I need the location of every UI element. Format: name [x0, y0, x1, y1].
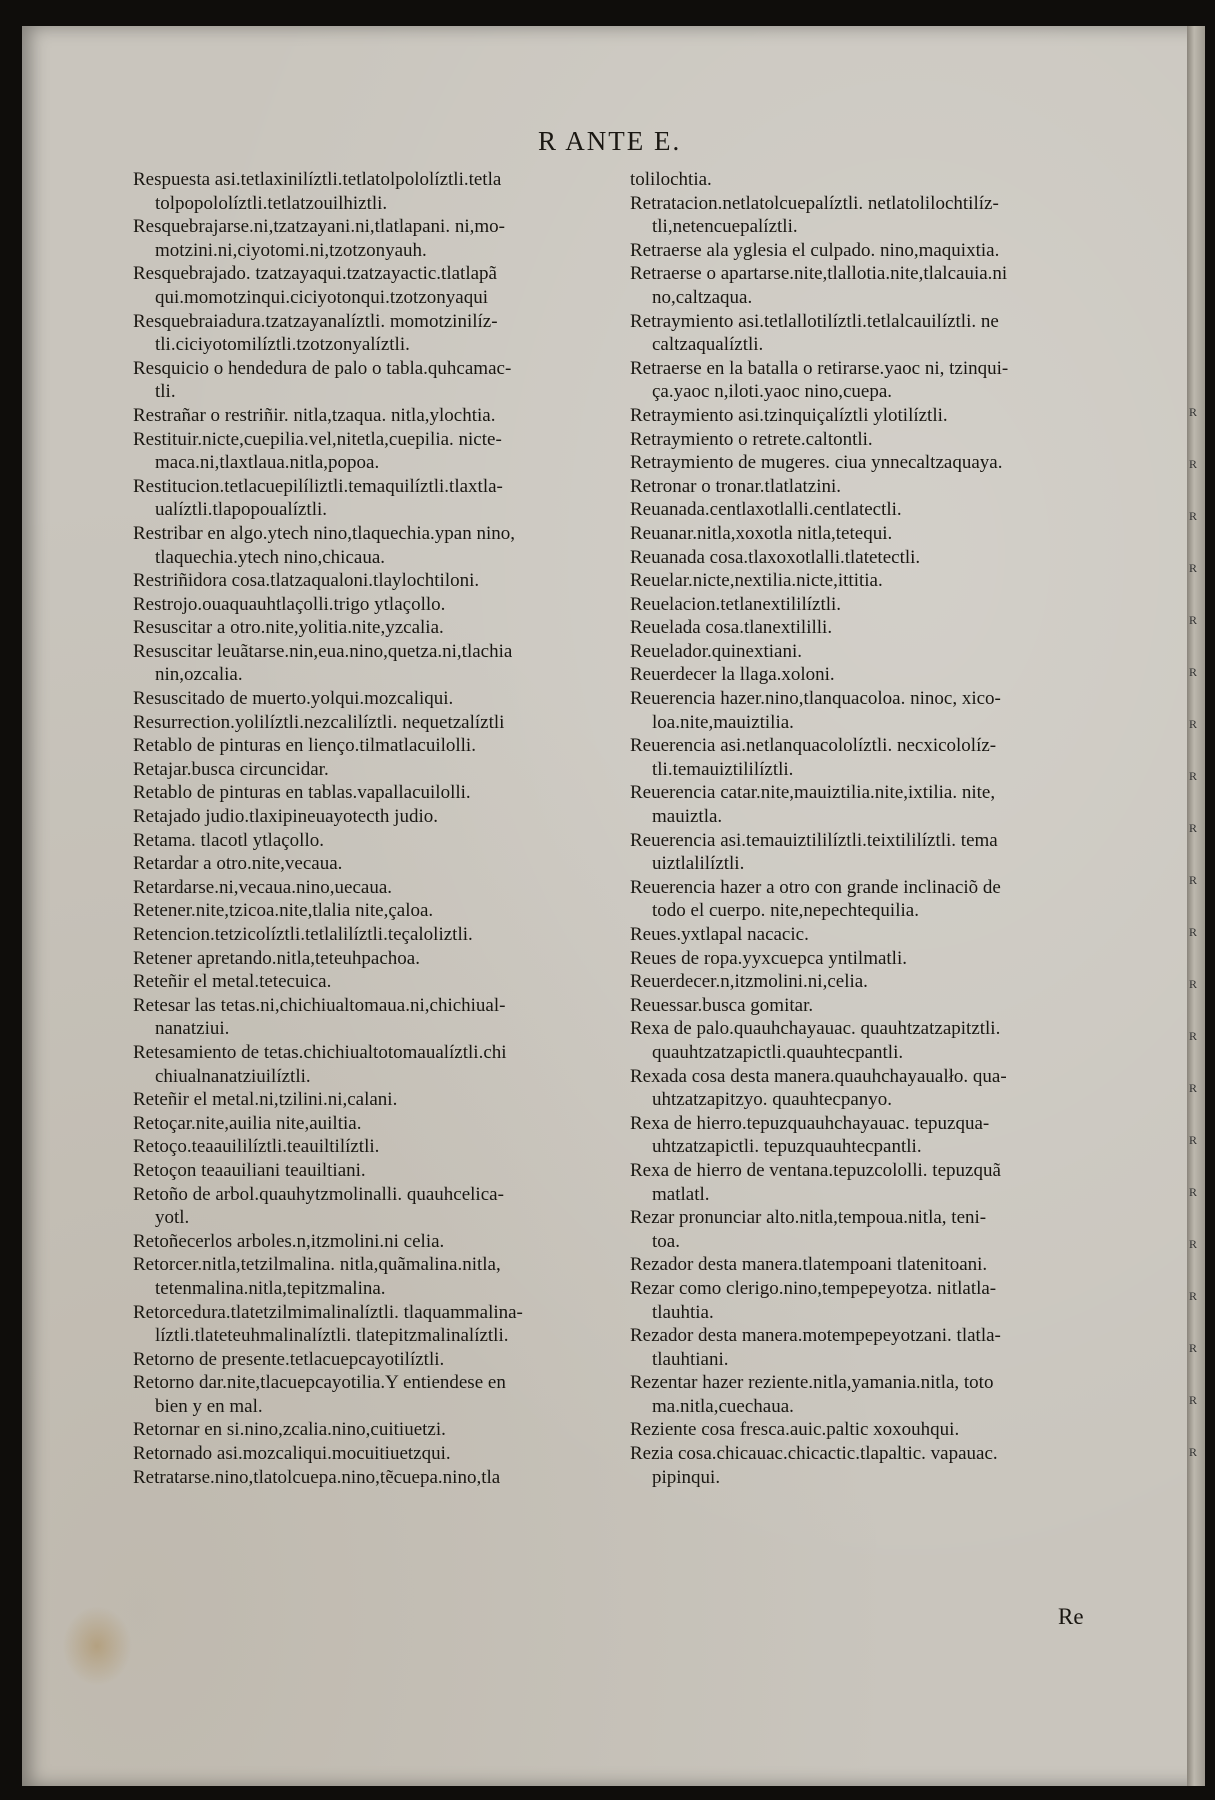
entry-line: Retesar las tetas.ni,chichiualtomaua.ni,chichiual- [133, 994, 506, 1016]
edge-letter: R [1189, 509, 1198, 523]
entry-line: Rezia cosa.chicauac.chicactic.tlapaltic. vapauac. [630, 1443, 998, 1465]
left-column [133, 168, 610, 1489]
dictionary-entry [630, 428, 1105, 452]
edge-letter: R [1189, 561, 1198, 575]
entry-line: Rezador desta manera.motempepeyotzani. tlatla- [630, 1325, 1001, 1347]
dictionary-entry [133, 1088, 610, 1112]
entry-continuation-line: ualíztli.tlapopoualíztli. [155, 499, 328, 521]
entry-line: Reuessar.busca gomitar. [630, 994, 814, 1016]
dictionary-entry [630, 1065, 1105, 1112]
dictionary-entry [133, 1466, 610, 1490]
dictionary-entry [630, 781, 1105, 828]
entry-line: Reteñir el metal.tetecuica. [133, 971, 332, 993]
entry-continuation-line: mauiztla. [652, 806, 723, 828]
entry-line: Retoço.teaauililíztli.teauiltilíztli. [133, 1136, 380, 1158]
edge-letter: R [1189, 1393, 1198, 1407]
dictionary-entry [630, 310, 1105, 357]
entry-line: Restrojo.ouaquauhtlaçolli.trigo ytlaçollo. [133, 593, 446, 615]
entry-line: Resuscitar a otro.nite,yolitia.nite,yzcalia. [133, 617, 444, 639]
entry-line: Retraymiento de mugeres. ciua ynnecaltzaquaya. [630, 452, 1003, 474]
dictionary-entry [630, 876, 1105, 923]
entry-line: Reues de ropa.yyxcuepca yntilmatli. [630, 947, 907, 969]
dictionary-entry [630, 451, 1105, 475]
entry-continuation-line: chiualnanatziuilíztli. [155, 1065, 311, 1087]
entry-line: Resuscitar leuãtarse.nin,eua.nino,quetza.ni,tlachia [133, 640, 513, 662]
edge-letter: R [1189, 457, 1198, 471]
dictionary-entry [133, 569, 610, 593]
dictionary-entry [630, 1017, 1105, 1064]
next-page-edge [1187, 26, 1205, 1786]
dictionary-entry [133, 876, 610, 900]
entry-line: Reziente cosa fresca.auic.paltic xoxouhqui. [630, 1419, 960, 1441]
entry-continuation-line: bien y en mal. [155, 1395, 263, 1417]
entry-line: Retraymiento asi.tetlallotilíztli.tetlalcauilíztli. ne [630, 310, 999, 332]
entry-continuation-line: tlaquechia.ytech nino,chicaua. [155, 546, 386, 568]
entry-line: Retornado asi.mozcaliqui.mocuitiuetzqui. [133, 1443, 451, 1465]
dictionary-entry [630, 498, 1105, 522]
dictionary-entry [630, 994, 1105, 1018]
edge-letter: R [1189, 769, 1198, 783]
entry-continuation-line: yotl. [155, 1207, 190, 1229]
entry-line: Retoñecerlos arboles.n,itzmolini.ni celia. [133, 1230, 445, 1252]
entry-continuation-line: líztli.tlateteuhmalinalíztli. tlatepitzmalinalíztli. [155, 1325, 509, 1347]
dictionary-entry [630, 192, 1105, 239]
dictionary-entry [133, 829, 610, 853]
entry-line: Reuerencia asi.temauiztililíztli.teixtililíztli. tema [630, 829, 998, 851]
entry-line: Resquebrajarse.ni,tzatzayani.ni,tlatlapani. ni,mo- [133, 216, 505, 238]
entry-continuation-line: tolpopololíztli.tetlatzouilhiztli. [155, 192, 388, 214]
entry-line: Reuelar.nicte,nextilia.nicte,ittitia. [630, 570, 883, 592]
entry-line: Retoño de arbol.quauhytzmolinalli. quauhcelica- [133, 1183, 504, 1205]
dictionary-entry [133, 616, 610, 640]
dictionary-entry [133, 1348, 610, 1372]
dictionary-entry [133, 947, 610, 971]
entry-continuation-line: caltzaqualíztli. [652, 334, 764, 356]
entry-line: Resquebraiadura.tzatzayanalíztli. momotzinilíz- [133, 310, 498, 332]
dictionary-entry [630, 404, 1105, 428]
entry-line: Retardar a otro.nite,vecaua. [133, 853, 343, 875]
entry-continuation-line: ma.nitla,cuechaua. [652, 1395, 794, 1417]
dictionary-entry [133, 168, 610, 215]
entry-line: Retraerse en la batalla o retirarse.yaoc ni, tzinqui- [630, 357, 1009, 379]
entry-continuation-line: quauhtzatzapictli.quauhtecpantli. [652, 1041, 904, 1063]
dictionary-entry [630, 1159, 1105, 1206]
dictionary-entry [133, 357, 610, 404]
dictionary-entry [630, 262, 1105, 309]
entry-line: Rezar pronunciar alto.nitla,tempoua.nitla, teni- [630, 1207, 987, 1229]
dictionary-entry [133, 711, 610, 735]
dictionary-entry [133, 781, 610, 805]
right-column [630, 168, 1105, 1489]
dictionary-entry [630, 1418, 1105, 1442]
dictionary-entry [133, 923, 610, 947]
dictionary-entry [133, 475, 610, 522]
entry-line: Retardarse.ni,vecaua.nino,uecaua. [133, 876, 393, 898]
entry-continuation-line: loa.nite,mauiztilia. [652, 711, 794, 733]
entry-line: Reuerencia asi.netlanquacololíztli. necxicololíz- [630, 735, 997, 757]
entry-continuation-line: ça.yaoc n,iloti.yaoc nino,cuepa. [652, 381, 893, 403]
dictionary-entry [630, 829, 1105, 876]
entry-line: Retraymiento asi.tzinquiçalíztli ylotilíztli. [630, 404, 948, 426]
edge-letter: R [1189, 613, 1198, 627]
entry-line: Retraerse o apartarse.nite,tlallotia.nite,tlalcauia.ni [630, 263, 1008, 285]
entry-line: Reuelacion.tetlanextililíztli. [630, 593, 842, 615]
dictionary-entry [133, 640, 610, 687]
dictionary-entry [133, 215, 610, 262]
dictionary-entry [630, 616, 1105, 640]
dictionary-entry [133, 687, 610, 711]
dictionary-entry [630, 1371, 1105, 1418]
entry-line: Retoçon teaauiliani teauiltiani. [133, 1159, 366, 1181]
dictionary-entry [133, 994, 610, 1041]
entry-continuation-line: no,caltzaqua. [652, 286, 753, 308]
entry-line: Retronar o tronar.tlatlatzini. [630, 475, 842, 497]
dictionary-entry [630, 522, 1105, 546]
dictionary-entry [630, 923, 1105, 947]
entry-line: Reuerdecer la llaga.xoloni. [630, 664, 835, 686]
entry-line: Retajado judio.tlaxipineuayotecth judio. [133, 806, 438, 828]
entry-continuation-line: tetenmalina.nitla,tepitzmalina. [155, 1277, 386, 1299]
entry-continuation-line: maca.ni,tlaxtlaua.nitla,popoa. [155, 452, 380, 474]
entry-line: Restrañar o restriñir. nitla,tzaqua. nitla,ylochtia. [133, 404, 496, 426]
edge-letter: R [1189, 1237, 1198, 1251]
entry-continuation-line: tlauhtia. [652, 1301, 714, 1323]
dictionary-entry [133, 805, 610, 829]
entry-continuation-line: uhtzatzapitzyo. quauhtecpanyo. [652, 1089, 893, 1111]
entry-line: Rexada cosa desta manera.quauhchayaualło. qua- [630, 1065, 1007, 1087]
entry-line: Rexa de palo.quauhchayauac. quauhtzatzapitztli. [630, 1018, 1001, 1040]
entry-continuation-line: uhtzatzapictli. tepuzquauhtecpantli. [652, 1136, 922, 1158]
dictionary-entry [133, 1442, 610, 1466]
dictionary-entry [133, 1371, 610, 1418]
entry-continuation-line: matlatl. [652, 1183, 710, 1205]
entry-continuation-line: toa. [652, 1230, 680, 1252]
entry-continuation-line: tli. [155, 381, 176, 403]
entry-line: Reuelada cosa.tlanextililli. [630, 617, 833, 639]
entry-line: Rezentar hazer reziente.nitla,yamania.nitla, toto [630, 1372, 994, 1394]
dictionary-entry [133, 428, 610, 475]
entry-line: Restriñidora cosa.tlatzaqualoni.tlaylochtiloni. [133, 570, 480, 592]
dictionary-entry [630, 1277, 1105, 1324]
dictionary-entry [133, 899, 610, 923]
entry-line: Reuerdecer.n,itzmolini.ni,celia. [630, 971, 868, 993]
dictionary-entry [630, 357, 1105, 404]
entry-continuation-line: uiztlalilíztli. [652, 853, 745, 875]
edge-letter: R [1189, 405, 1198, 419]
entry-continuation-line: qui.momotzinqui.ciciyotonqui.tzotzonyaqui [155, 286, 488, 308]
dictionary-entry [133, 404, 610, 428]
entry-continuation-line: tlauhtiani. [652, 1348, 729, 1370]
dictionary-entry [133, 310, 610, 357]
entry-line: Retraymiento o retrete.caltontli. [630, 428, 873, 450]
next-page-edge-letters [1189, 386, 1203, 1478]
edge-letter: R [1189, 977, 1198, 991]
dictionary-entry [630, 1442, 1105, 1489]
edge-letter: R [1189, 1341, 1198, 1355]
dictionary-entry [133, 1230, 610, 1254]
entry-line: Retajar.busca circuncidar. [133, 758, 329, 780]
dictionary-entry [630, 239, 1105, 263]
dictionary-entry [133, 970, 610, 994]
dictionary-entry [630, 1253, 1105, 1277]
entry-line: Resquicio o hendedura de palo o tabla.quhcamac- [133, 357, 512, 379]
entry-continuation-line: todo el cuerpo. nite,nepechtequilia. [652, 900, 919, 922]
entry-line: Rexa de hierro de ventana.tepuzcololli. tepuzquã [630, 1159, 1001, 1181]
catchword: Re [1058, 1604, 1084, 1629]
dictionary-entry [630, 569, 1105, 593]
edge-letter: R [1189, 821, 1198, 835]
dictionary-entry [630, 168, 1105, 192]
edge-letter: R [1189, 1133, 1198, 1147]
entry-continuation-line: pipinqui. [652, 1466, 721, 1488]
entry-line: Retama. tlacotl ytlaçollo. [133, 829, 324, 851]
entry-line: Reuanada cosa.tlaxoxotlalli.tlatetectli. [630, 546, 921, 568]
dictionary-entry [133, 262, 610, 309]
entry-continuation-line: motzini.ni,ciyotomi.ni,tzotzonyauh. [155, 239, 427, 261]
entry-line: Rexa de hierro.tepuzquauhchayauac. tepuzqua- [630, 1112, 990, 1134]
entry-line: Retorcedura.tlatetzilmimalinalíztli. tlaquammalina- [133, 1301, 523, 1323]
dictionary-entry [133, 1253, 610, 1300]
entry-line: Restitucion.tetlacuepilíliztli.temaquilíztli.tlaxtla- [133, 475, 503, 497]
dictionary-entry [133, 1112, 610, 1136]
entry-line: Retablo de pinturas en lienço.tilmatlacuilolli. [133, 735, 476, 757]
entry-continuation-line: tli,netencuepalíztli. [652, 216, 798, 238]
dictionary-entry [630, 663, 1105, 687]
entry-line: Retorcer.nitla,tetzilmalina. nitla,quãmalina.nitla, [133, 1254, 501, 1276]
entry-line: Retener apretando.nitla,teteuhpachoa. [133, 947, 420, 969]
edge-letter: R [1189, 717, 1198, 731]
dictionary-entry [630, 593, 1105, 617]
entry-line: Reuanada.centlaxotlalli.centlatectli. [630, 499, 902, 521]
dictionary-entry [133, 522, 610, 569]
entry-continuation-line: tli.ciciyotomilíztli.tzotzonyalíztli. [155, 334, 410, 356]
dictionary-entry [630, 687, 1105, 734]
dictionary-entry [630, 475, 1105, 499]
entry-line: Retorno dar.nite,tlacuepcayotilia.Y entiendese en [133, 1372, 506, 1394]
entry-line: Reuanar.nitla,xoxotla nitla,tetequi. [630, 522, 893, 544]
paper-stain [62, 1606, 132, 1686]
entry-line: Reues.yxtlapal nacacic. [630, 924, 809, 945]
entry-line: Resurrection.yolilíztli.nezcalilíztli. nequetzalíztli [133, 711, 505, 733]
dictionary-entry [133, 593, 610, 617]
edge-letter: R [1189, 1445, 1198, 1459]
entry-line: Restribar en algo.ytech nino,tlaquechia.ypan nino, [133, 522, 515, 544]
entry-line: Rezar como clerigo.nino,tempepeyotza. nitlatla- [630, 1277, 997, 1299]
edge-letter: R [1189, 1289, 1198, 1303]
running-header: R ANTE E. [538, 126, 682, 156]
dictionary-entry [133, 758, 610, 782]
entry-line: Retoçar.nite,auilia nite,auiltia. [133, 1112, 362, 1134]
dictionary-entry [133, 1183, 610, 1230]
dictionary-entry [630, 947, 1105, 971]
entry-line: Retratarse.nino,tlatolcuepa.nino,tẽcuepa.nino,tla [133, 1466, 501, 1488]
dictionary-entry [630, 1206, 1105, 1253]
dictionary-entry [630, 1112, 1105, 1159]
entry-line: Respuesta asi.tetlaxinilíztli.tetlatolpololíztli.tetla [133, 169, 502, 190]
entry-line: Reteñir el metal.ni,tzilini.ni,calani. [133, 1089, 398, 1111]
entry-line: Retraerse ala yglesia el culpado. nino,maquixtia. [630, 239, 1000, 261]
edge-letter: R [1189, 925, 1198, 939]
entry-line: Retratacion.netlatolcuepalíztli. netlatolilochtilíz- [630, 192, 999, 214]
edge-letter: R [1189, 665, 1198, 679]
dictionary-entry [630, 734, 1105, 781]
entry-line: Retencion.tetzicolíztli.tetlalilíztli.teçaloliztli. [133, 924, 473, 945]
entry-line: Retornar en si.nino,zcalia.nino,cuitiuetzi. [133, 1419, 446, 1441]
dictionary-entry [630, 1324, 1105, 1371]
entry-line: tolilochtia. [630, 169, 712, 190]
dictionary-entry [133, 734, 610, 758]
edge-letter: R [1189, 873, 1198, 887]
dictionary-entry [133, 1301, 610, 1348]
entry-line: Resquebrajado. tzatzayaqui.tzatzayactic.tlatlapã [133, 263, 497, 285]
entry-line: Reuerencia hazer a otro con grande inclinaciõ de [630, 876, 1001, 898]
entry-continuation-line: nanatziui. [155, 1018, 230, 1040]
entry-continuation-line: tli.temauiztililíztli. [652, 758, 794, 780]
entry-line: Retener.nite,tzicoa.nite,tlalia nite,çaloa. [133, 900, 434, 922]
dictionary-entry [133, 1135, 610, 1159]
dictionary-entry [133, 1159, 610, 1183]
dictionary-entry [630, 970, 1105, 994]
entry-line: Resuscitado de muerto.yolqui.mozcaliqui. [133, 688, 454, 710]
entry-line: Retablo de pinturas en tablas.vapallacuilolli. [133, 782, 471, 804]
entry-line: Retesamiento de tetas.chichiualtotomaualíztli.chi [133, 1041, 507, 1063]
dictionary-entry [133, 1418, 610, 1442]
edge-letter: R [1189, 1029, 1198, 1043]
entry-line: Reuerencia hazer.nino,tlanquacoloa. ninoc, xico- [630, 688, 1001, 710]
entry-line: Restituir.nicte,cuepilia.vel,nitetla,cuepilia. nicte- [133, 428, 502, 450]
dictionary-entry [630, 640, 1105, 664]
edge-letter: R [1189, 1185, 1198, 1199]
dictionary-entry [133, 1041, 610, 1088]
entry-line: Reuerencia catar.nite,mauiztilia.nite,ixtilia. nite, [630, 782, 996, 804]
dictionary-entry [630, 546, 1105, 570]
entry-line: Rezador desta manera.tlatempoani tlatenitoani. [630, 1254, 988, 1276]
entry-line: Reuelador.quinextiani. [630, 640, 803, 662]
entry-line: Retorno de presente.tetlacuepcayotilíztli. [133, 1348, 445, 1370]
entry-continuation-line: nin,ozcalia. [155, 664, 243, 686]
edge-letter: R [1189, 1081, 1198, 1095]
dictionary-entry [133, 852, 610, 876]
